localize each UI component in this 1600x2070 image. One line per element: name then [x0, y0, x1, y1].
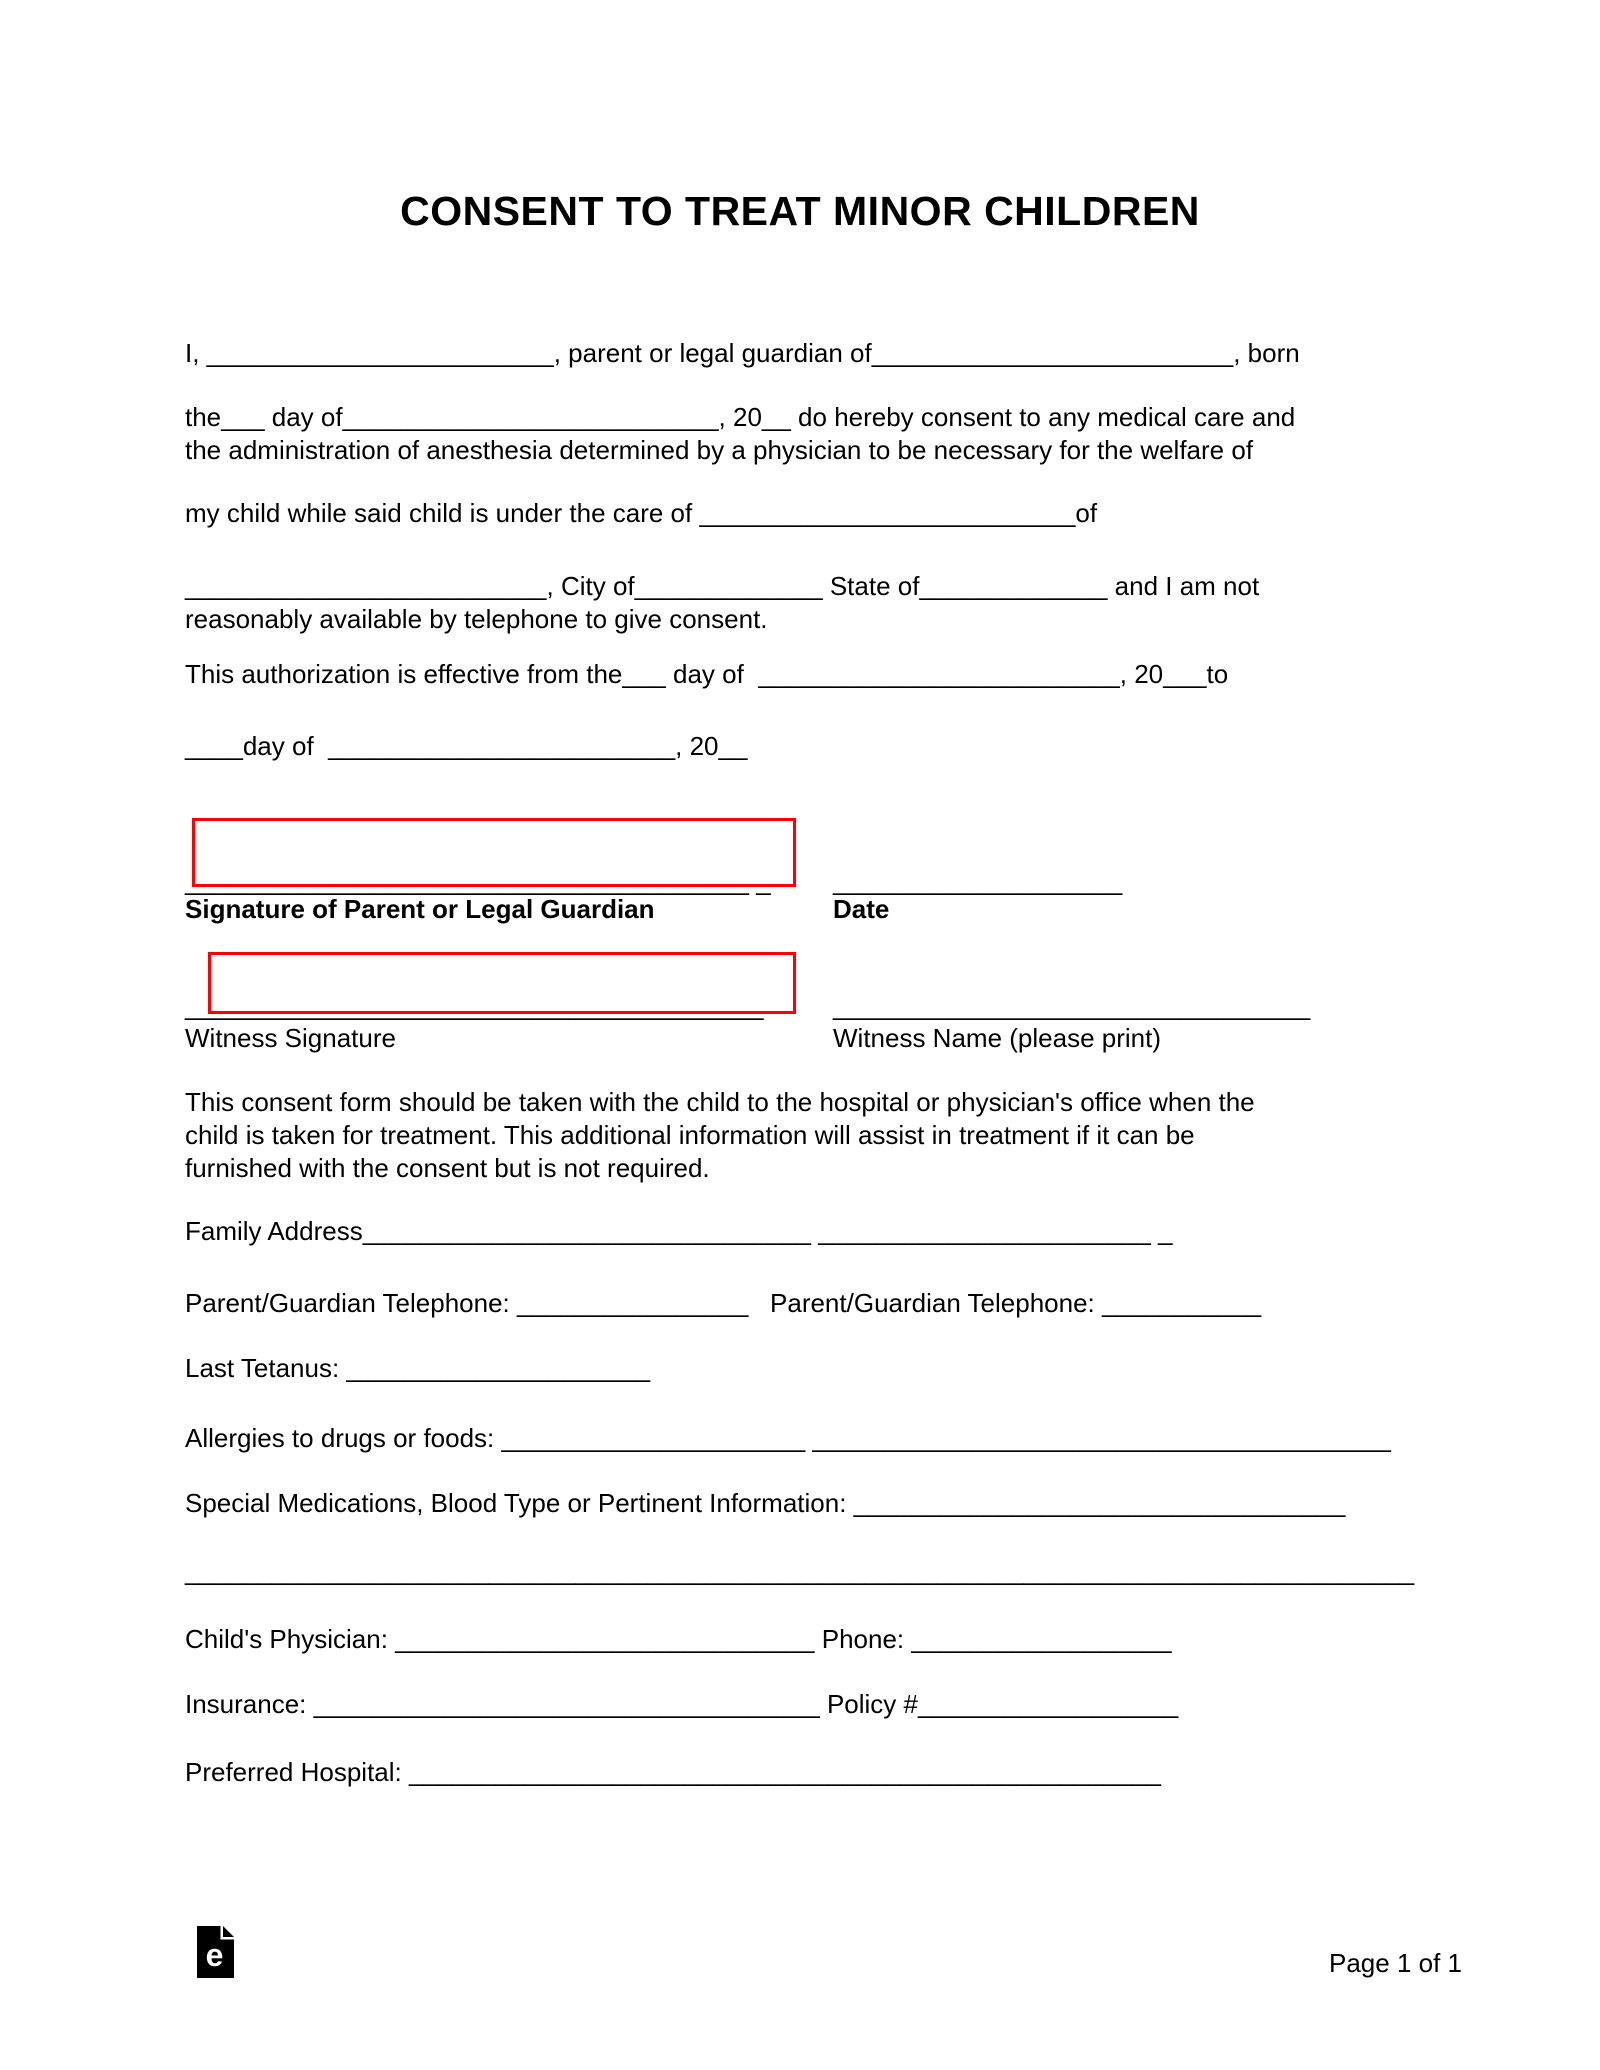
date-label: Date [833, 894, 890, 924]
preferred-hospital-field: Preferred Hospital: ____________________________________________________ [185, 1757, 1161, 1787]
availability-line: reasonably available by telephone to give consent. [185, 604, 768, 634]
parent-signature-label: Signature of Parent or Legal Guardian [185, 894, 655, 924]
insurance-policy-field: Insurance: ___________________________________ Policy #__________________ [185, 1689, 1179, 1719]
note-line-1: This consent form should be taken with the child to the hospital or physician's office when the [185, 1087, 1255, 1117]
eforms-logo-letter: e [205, 1937, 224, 1973]
eforms-logo-icon [197, 1926, 234, 1978]
witness-signature-label: Witness Signature [185, 1023, 396, 1053]
continuation-blank-line: _____________________________________________________________________________________ [185, 1556, 1415, 1586]
effective-from-line: This authorization is effective from the___ day of _________________________, 20___to [185, 659, 1229, 689]
guardian-telephone-fields: Parent/Guardian Telephone: ________________ Parent/Guardian Telephone: ___________ [185, 1288, 1262, 1318]
note-line-2: child is taken for treatment. This additional information will assist in treatment if it can be [185, 1120, 1195, 1150]
parent-signature-line: _______________________________________ _ [185, 866, 771, 896]
consent-line-2: the administration of anesthesia determined by a physician to be necessary for the welfare of [185, 435, 1254, 465]
page-number: Page 1 of 1 [1329, 1948, 1462, 1978]
intro-line: I, ________________________, parent or legal guardian of_________________________, born [185, 338, 1300, 368]
city-state-line: _________________________, City of_____________ State of_____________ and I am not [185, 571, 1260, 601]
consent-line-1: the___ day of__________________________, 20__ do hereby consent to any medical care and [185, 402, 1296, 432]
witness-name-label: Witness Name (please print) [833, 1023, 1161, 1053]
date-line: ____________________ [833, 866, 1123, 896]
last-tetanus-field: Last Tetanus: _____________________ [185, 1353, 651, 1383]
witness-name-line: _________________________________ [833, 991, 1311, 1021]
effective-to-line: ____day of ________________________, 20__ [185, 731, 748, 761]
family-address-field: Family Address_______________________________ _______________________ _ [185, 1216, 1173, 1246]
note-line-3: furnished with the consent but is not required. [185, 1153, 710, 1183]
page-title: CONSENT TO TREAT MINOR CHILDREN [400, 188, 1200, 234]
physician-phone-field: Child's Physician: _____________________________ Phone: __________________ [185, 1624, 1172, 1654]
care-of-line: my child while said child is under the care of __________________________of [185, 498, 1098, 528]
allergies-field: Allergies to drugs or foods: _____________________ ________________________________________ [185, 1423, 1391, 1453]
special-medications-field: Special Medications, Blood Type or Pertinent Information: __________________________________ [185, 1488, 1346, 1518]
witness-signature-line: ________________________________________ [185, 991, 764, 1021]
